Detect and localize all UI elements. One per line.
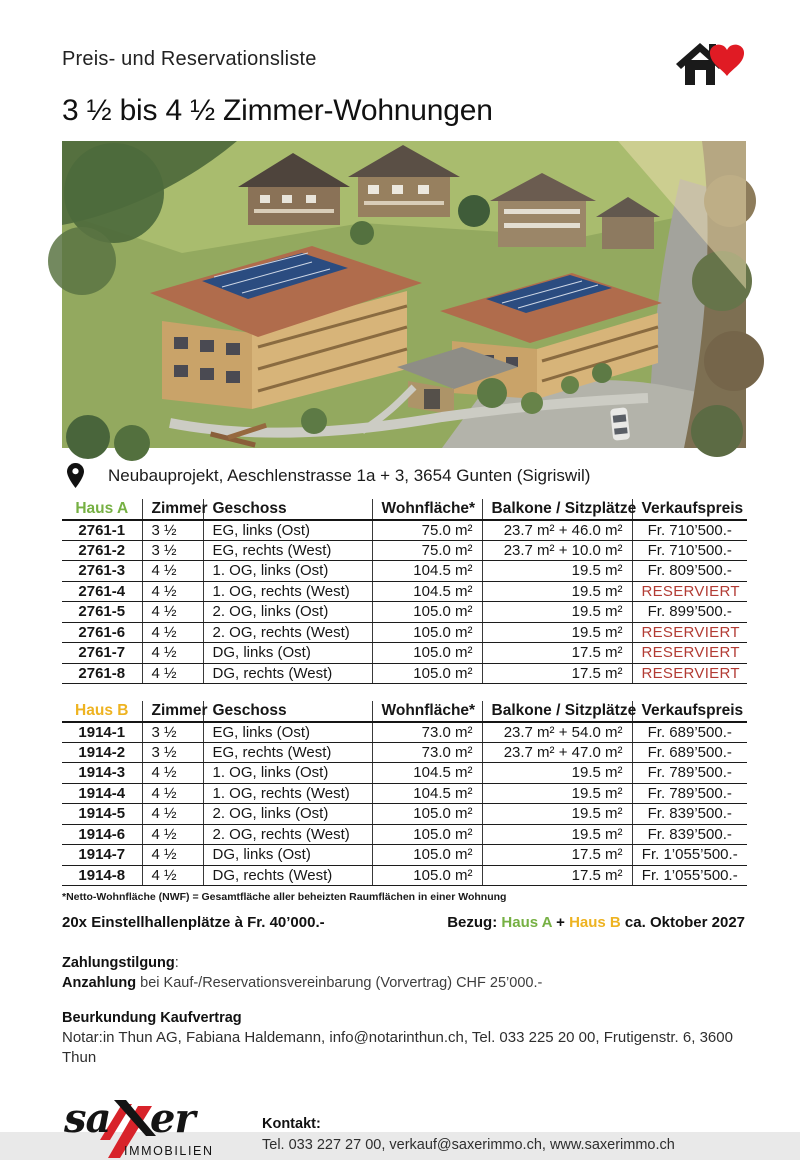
- apartment-wohnflaeche: 75.0 m²: [372, 520, 482, 541]
- apartment-wohnflaeche: 104.5 m²: [372, 763, 482, 784]
- col-header-verkaufspreis: Verkaufspreis: [632, 701, 747, 722]
- apartment-zimmer: 4 ½: [142, 824, 203, 845]
- apartment-geschoss: 2. OG, rechts (West): [203, 824, 372, 845]
- apartment-preis: Fr. 1’055’500.-: [632, 845, 747, 866]
- col-header-wohnflaeche: Wohnfläche*: [372, 701, 482, 722]
- col-header-balkone: Balkone / Sitzplätze: [482, 701, 632, 722]
- apartment-wohnflaeche: 104.5 m²: [372, 561, 482, 582]
- apartment-nr: 1914-2: [62, 742, 142, 763]
- beurkundung-title: Beurkundung Kaufvertrag: [62, 1010, 242, 1026]
- notary-line: Notar:in Thun AG, Fabiana Haldemann, info@notarinthun.ch, Tel. 033 225 20 00, Frutigenstr. 6, 3600 Thun: [62, 1029, 733, 1066]
- haus-b-table: [62, 701, 747, 886]
- svg-text:er: er: [150, 1095, 195, 1142]
- apartment-row: [62, 845, 747, 866]
- apartment-balkone: 19.5 m²: [482, 824, 632, 845]
- apartment-balkone: 19.5 m²: [482, 763, 632, 784]
- apartment-preis: Fr. 789’500.-: [632, 783, 747, 804]
- apartment-geschoss: DG, rechts (West): [203, 865, 372, 886]
- bezug-label: Bezug:: [447, 914, 502, 931]
- apartment-zimmer: 4 ½: [142, 561, 203, 582]
- apartment-row: [62, 865, 747, 886]
- apartment-row: [62, 742, 747, 763]
- apartment-geschoss: 1. OG, rechts (West): [203, 783, 372, 804]
- apartment-nr: 2761-1: [62, 520, 142, 541]
- apartment-nr: 2761-2: [62, 540, 142, 561]
- apartment-row: [62, 663, 747, 684]
- apartment-wohnflaeche: 105.0 m²: [372, 643, 482, 664]
- apartment-preis: Fr. 789’500.-: [632, 763, 747, 784]
- apartment-zimmer: 4 ½: [142, 804, 203, 825]
- apartment-geschoss: DG, links (Ost): [203, 643, 372, 664]
- map-pin-icon: [67, 463, 84, 488]
- bezug-date: ca. Oktober 2027: [620, 914, 745, 931]
- apartment-preis: Fr. 839’500.-: [632, 804, 747, 825]
- apartment-balkone: 23.7 m² + 10.0 m²: [482, 540, 632, 561]
- doc-type-label: Preis- und Reservationsliste: [62, 48, 317, 70]
- project-rendering-image: [62, 141, 746, 448]
- apartment-balkone: 19.5 m²: [482, 561, 632, 582]
- apartment-row: [62, 783, 747, 804]
- apartment-nr: 2761-7: [62, 643, 142, 664]
- zahlung-title: Zahlungstilgung:: [62, 955, 179, 971]
- document-header: [62, 0, 745, 90]
- apartment-geschoss: EG, rechts (West): [203, 742, 372, 763]
- haus-a-label: Haus A: [62, 499, 142, 520]
- apartment-geschoss: EG, rechts (West): [203, 540, 372, 561]
- apartment-nr: 2761-8: [62, 663, 142, 684]
- apartment-balkone: 19.5 m²: [482, 602, 632, 623]
- apartment-nr: 2761-5: [62, 602, 142, 623]
- apartment-balkone: 17.5 m²: [482, 845, 632, 866]
- apartment-preis: RESERVIERT: [632, 643, 747, 664]
- apartment-wohnflaeche: 105.0 m²: [372, 824, 482, 845]
- haus-b-header-row: [62, 701, 747, 722]
- apartment-wohnflaeche: 105.0 m²: [372, 663, 482, 684]
- apartment-preis: Fr. 899’500.-: [632, 602, 747, 623]
- apartment-geschoss: DG, rechts (West): [203, 663, 372, 684]
- apartment-nr: 2761-4: [62, 581, 142, 602]
- apartment-balkone: 19.5 m²: [482, 804, 632, 825]
- apartment-balkone: 23.7 m² + 47.0 m²: [482, 742, 632, 763]
- location-text: Neubauprojekt, Aeschlenstrasse 1a + 3, 3654 Gunten (Sigriswil): [108, 465, 591, 485]
- apartment-preis: Fr. 809’500.-: [632, 561, 747, 582]
- apartment-balkone: 19.5 m²: [482, 783, 632, 804]
- apartment-wohnflaeche: 104.5 m²: [372, 581, 482, 602]
- apartment-zimmer: 4 ½: [142, 581, 203, 602]
- apartment-wohnflaeche: 105.0 m²: [372, 845, 482, 866]
- apartment-balkone: 17.5 m²: [482, 663, 632, 684]
- apartment-nr: 2761-6: [62, 622, 142, 643]
- apartment-geschoss: EG, links (Ost): [203, 520, 372, 541]
- saxer-immobilien-logo: [62, 1092, 214, 1160]
- apartment-zimmer: 4 ½: [142, 763, 203, 784]
- zahlung-section: [62, 953, 745, 993]
- apartment-nr: 1914-1: [62, 722, 142, 743]
- apartment-row: [62, 540, 747, 561]
- apartment-zimmer: 3 ½: [142, 722, 203, 743]
- apartment-nr: 1914-8: [62, 865, 142, 886]
- col-header-geschoss: Geschoss: [203, 499, 372, 520]
- parking-spaces-text: 20x Einstellhallenplätze à Fr. 40’000.-: [62, 914, 325, 931]
- apartment-zimmer: 3 ½: [142, 540, 203, 561]
- page-title: 3 ½ bis 4 ½ Zimmer-Wohnungen: [62, 94, 493, 127]
- haus-b-label: Haus B: [62, 701, 142, 722]
- haus-a-table: [62, 499, 747, 684]
- bezug-plus: +: [551, 914, 570, 931]
- col-header-verkaufspreis: Verkaufspreis: [632, 499, 747, 520]
- apartment-row: [62, 643, 747, 664]
- bezug-text: [447, 914, 745, 931]
- apartment-nr: 1914-7: [62, 845, 142, 866]
- apartment-balkone: 17.5 m²: [482, 865, 632, 886]
- apartment-preis: RESERVIERT: [632, 663, 747, 684]
- apartment-balkone: 17.5 m²: [482, 643, 632, 664]
- svg-text:IMMOBILIEN: IMMOBILIEN: [124, 1144, 214, 1158]
- apartment-geschoss: EG, links (Ost): [203, 722, 372, 743]
- col-header-wohnflaeche: Wohnfläche*: [372, 499, 482, 520]
- apartment-row: [62, 722, 747, 743]
- net-area-footnote: *Netto-Wohnfläche (NWF) = Gesamtfläche aller beheizten Raumflächen in einer Wohnung: [62, 891, 507, 903]
- house-heart-logo-icon: [671, 36, 745, 90]
- apartment-wohnflaeche: 73.0 m²: [372, 722, 482, 743]
- apartment-zimmer: 4 ½: [142, 602, 203, 623]
- kontakt-block: [262, 1114, 675, 1160]
- apartment-geschoss: 1. OG, rechts (West): [203, 581, 372, 602]
- apartment-row: [62, 561, 747, 582]
- apartment-row: [62, 520, 747, 541]
- apartment-preis: RESERVIERT: [632, 622, 747, 643]
- apartment-wohnflaeche: 105.0 m²: [372, 804, 482, 825]
- svg-text:sa: sa: [64, 1095, 111, 1142]
- anzahlung-line: Anzahlung bei Kauf-/Reservationsvereinbarung (Vorvertrag) CHF 25’000.-: [62, 975, 543, 991]
- apartment-geschoss: 2. OG, links (Ost): [203, 804, 372, 825]
- apartment-row: [62, 763, 747, 784]
- apartment-geschoss: 2. OG, links (Ost): [203, 602, 372, 623]
- bezug-haus-b: Haus B: [569, 914, 621, 931]
- haus-a-header-row: [62, 499, 747, 520]
- apartment-preis: RESERVIERT: [632, 581, 747, 602]
- apartment-wohnflaeche: 105.0 m²: [372, 602, 482, 623]
- beurkundung-section: [62, 1008, 745, 1068]
- apartment-balkone: 19.5 m²: [482, 581, 632, 602]
- apartment-zimmer: 4 ½: [142, 845, 203, 866]
- apartment-zimmer: 3 ½: [142, 742, 203, 763]
- apartment-zimmer: 4 ½: [142, 663, 203, 684]
- apartment-zimmer: 3 ½: [142, 520, 203, 541]
- parking-bezug-row: [62, 914, 745, 931]
- apartment-row: [62, 824, 747, 845]
- apartment-wohnflaeche: 104.5 m²: [372, 783, 482, 804]
- apartment-balkone: 23.7 m² + 54.0 m²: [482, 722, 632, 743]
- apartment-geschoss: 2. OG, rechts (West): [203, 622, 372, 643]
- apartment-zimmer: 4 ½: [142, 643, 203, 664]
- bezug-haus-a: Haus A: [501, 914, 552, 931]
- apartment-zimmer: 4 ½: [142, 865, 203, 886]
- apartment-geschoss: DG, links (Ost): [203, 845, 372, 866]
- apartment-zimmer: 4 ½: [142, 622, 203, 643]
- location-row: [62, 463, 745, 488]
- col-header-geschoss: Geschoss: [203, 701, 372, 722]
- apartment-geschoss: 1. OG, links (Ost): [203, 763, 372, 784]
- kontakt-label: Kontakt:: [262, 1116, 321, 1132]
- apartment-preis: Fr. 839’500.-: [632, 824, 747, 845]
- apartment-wohnflaeche: 105.0 m²: [372, 622, 482, 643]
- kontakt-line: Tel. 033 227 27 00, verkauf@saxerimmo.ch, www.saxerimmo.ch: [262, 1137, 675, 1153]
- col-header-zimmer: Zimmer: [142, 701, 203, 722]
- apartment-wohnflaeche: 75.0 m²: [372, 540, 482, 561]
- apartment-row: [62, 622, 747, 643]
- apartment-nr: 1914-3: [62, 763, 142, 784]
- apartment-nr: 2761-3: [62, 561, 142, 582]
- apartment-zimmer: 4 ½: [142, 783, 203, 804]
- apartment-row: [62, 804, 747, 825]
- apartment-nr: 1914-4: [62, 783, 142, 804]
- apartment-row: [62, 602, 747, 623]
- apartment-row: [62, 581, 747, 602]
- col-header-balkone: Balkone / Sitzplätze: [482, 499, 632, 520]
- apartment-preis: Fr. 710’500.-: [632, 520, 747, 541]
- apartment-nr: 1914-6: [62, 824, 142, 845]
- document-footer: [62, 1092, 745, 1160]
- apartment-balkone: 23.7 m² + 46.0 m²: [482, 520, 632, 541]
- col-header-zimmer: Zimmer: [142, 499, 203, 520]
- apartment-wohnflaeche: 73.0 m²: [372, 742, 482, 763]
- apartment-preis: Fr. 710’500.-: [632, 540, 747, 561]
- apartment-preis: Fr. 689’500.-: [632, 722, 747, 743]
- apartment-nr: 1914-5: [62, 804, 142, 825]
- apartment-geschoss: 1. OG, links (Ost): [203, 561, 372, 582]
- apartment-balkone: 19.5 m²: [482, 622, 632, 643]
- apartment-preis: Fr. 689’500.-: [632, 742, 747, 763]
- apartment-preis: Fr. 1’055’500.-: [632, 865, 747, 886]
- apartment-wohnflaeche: 105.0 m²: [372, 865, 482, 886]
